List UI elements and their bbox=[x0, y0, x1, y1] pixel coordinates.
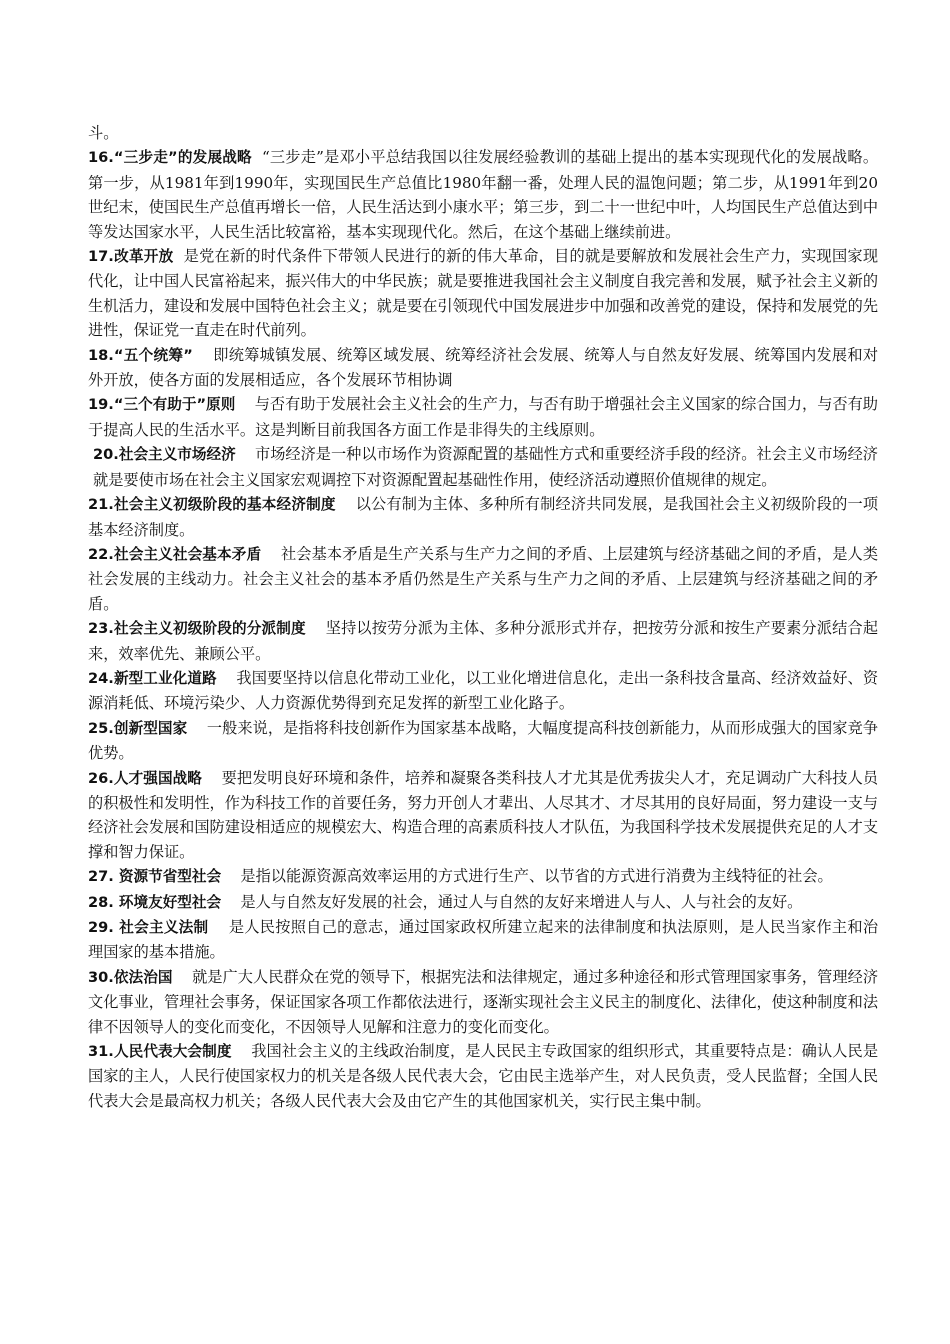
entry-text: 我国社会主义的主线政治制度，是人民民主专政国家的组织形式，其重要特点是：确认人民是国家的主人，人民行使国家权力的机关是各级人民代表大会，它由民主选举产生，对人民负责，受人民监督；全国人民代表大会是最高权力机关；各级人民代表大会及由它产生的其他国家机关，实行民主集中制。 bbox=[88, 1042, 879, 1110]
entry-term: 25.创新型国家 bbox=[88, 719, 188, 737]
entry-23 bbox=[88, 616, 878, 666]
document-page bbox=[88, 121, 878, 1113]
entry-term: 30.依法治国 bbox=[88, 968, 173, 986]
entry-text: 一般来说，是指将科技创新作为国家基本战略，大幅度提高科技创新能力，从而形成强大的国家竞争优势。 bbox=[88, 718, 879, 763]
entry-term: 23.社会主义初级阶段的分派制度 bbox=[88, 620, 306, 638]
entry-text: 坚持以按劳分派为主体、多种分派形式并存，把按劳分派和按生产要素分派结合起来，效率优先、兼顾公平。 bbox=[88, 619, 879, 663]
entry-31 bbox=[88, 1039, 878, 1113]
entry-text: 以公有制为主体、多种所有制经济共同发展，是我国社会主义初级阶段的一项基本经济制度。 bbox=[88, 495, 879, 539]
entry-text: 是指以能源资源高效率运用的方式进行生产、以节省的方式进行消费为主线特征的社会。 bbox=[240, 867, 833, 886]
entry-30 bbox=[88, 965, 878, 1039]
entry-text: 要把发明良好环境和条件，培养和凝聚各类科技人才尤其是优秀拔尖人才，充足调动广大科技人员的积极性和发明性，作为科技工作的首要任务，努力开创人才辈出、人尽其才、才尽其用的良好局面，努力建设一支与经济社会发展和国防建设相适应的规模宏大、构造合理的高素质科技人才队伍，为我国科学技术发展提供充足的人才支撑和智力保证。 bbox=[88, 768, 879, 861]
entry-term: 29. 社会主义法制 bbox=[88, 919, 209, 936]
entry-term: 18.“五个统筹” bbox=[88, 346, 193, 364]
entry-25 bbox=[88, 716, 878, 766]
entry-term: 16.“三步走”的发展战略 bbox=[88, 149, 252, 167]
entry-term: 24.新型工业化道路 bbox=[88, 669, 217, 687]
entry-term: 21.社会主义初级阶段的基本经济制度 bbox=[88, 496, 336, 514]
entry-24 bbox=[88, 666, 878, 716]
entry-term: 19.“三个有助于”原则 bbox=[88, 396, 236, 414]
entry-term: 27. 资源节省型社会 bbox=[88, 868, 222, 886]
entry-text: 是人与自然友好发展的社会，通过人与自然的友好来增进人与人、人与社会的友好。 bbox=[240, 892, 803, 911]
entry-text: “三步走”是邓小平总结我国以往发展经验教训的基础上提出的基本实现现代化的发展战略。第一步，从1981年到1990年，实现国民生产总值比1980年翻一番，处理人民的温饱问题；第二步，从1991年到20世纪末，使国民生产总值再增长一倍，人民生活达到小康水平；第三步，到二十一世纪中叶，人均国民生产总值达到中等发达国家水平，人民生活比较富裕，基本实现现代化。然后，在这个基础上继续前进。 bbox=[88, 148, 879, 241]
entry-text: 市场经济是一种以市场作为资源配置的基础性方式和重要经济手段的经济。社会主义市场经济就是要使市场在社会主义国家宏观调控下对资源配置起基础性作用，使经济活动遵照价值规律的规定。 bbox=[93, 445, 878, 489]
entry-text: 社会基本矛盾是生产关系与生产力之间的矛盾、上层建筑与经济基础之间的矛盾，是人类社会发展的主线动力。社会主义社会的基本矛盾仍然是生产关系与生产力之间的矛盾、上层建筑与经济基础之间的矛盾。 bbox=[88, 544, 879, 613]
entry-text: 是党在新的时代条件下带领人民进行的新的伟大革命，目的就是要解放和发展社会生产力，实现国家现代化，让中国人民富裕起来，振兴伟大的中华民族；就是要推进我国社会主义制度自我完善和发展，赋予社会主义新的生机活力，建设和发展中国特色社会主义；就是要在引领现代中国发展进步中加强和改善党的建设，保持和发展党的先进性，保证党一直走在时代前列。 bbox=[88, 247, 879, 340]
entry-term: 31.人民代表大会制度 bbox=[88, 1043, 232, 1061]
entry-17 bbox=[88, 244, 878, 343]
entry-21 bbox=[88, 492, 878, 542]
entry-term: 28. 环境友好型社会 bbox=[88, 893, 222, 911]
entry-29 bbox=[88, 915, 878, 965]
entry-term: 17.改革开放 bbox=[88, 248, 174, 266]
entry-term: 20.社会主义市场经济 bbox=[93, 446, 236, 464]
entry-18 bbox=[88, 343, 878, 393]
entry-20 bbox=[88, 442, 878, 492]
continued-text: 斗。 bbox=[88, 124, 119, 142]
entry-text: 就是广大人民群众在党的领导下，根据宪法和法律规定，通过多种途径和形式管理国家事务，管理经济文化事业，管理社会事务，保证国家各项工作都依法进行，逐渐实现社会主义民主的制度化、法律化，使这种制度和法律不因领导人的变化而变化，不因领导人见解和注意力的变化而变化。 bbox=[88, 967, 879, 1036]
entry-27 bbox=[88, 864, 878, 889]
entry-28 bbox=[88, 890, 878, 915]
entry-text: 我国要坚持以信息化带动工业化，以工业化增进信息化，走出一条科技含量高、经济效益好、资源消耗低、环境污染少、人力资源优势得到充足发挥的新型工业化路子。 bbox=[88, 668, 879, 713]
entry-26 bbox=[88, 766, 878, 865]
entry-16 bbox=[88, 145, 878, 244]
entry-text: 即统筹城镇发展、统筹区域发展、统筹经济社会发展、统筹人与自然友好发展、统筹国内发展和对外开放，使各方面的发展相适应，各个发展环节相协调 bbox=[88, 345, 879, 390]
entry-term: 26.人才强国战略 bbox=[88, 769, 202, 787]
entry-19 bbox=[88, 392, 878, 442]
entry-term: 22.社会主义社会基本矛盾 bbox=[88, 545, 262, 563]
entry-text: 与否有助于发展社会主义社会的生产力，与否有助于增强社会主义国家的综合国力，与否有助于提高人民的生活水平。这是判断目前我国各方面工作是非得失的主线原则。 bbox=[88, 395, 878, 439]
entry-text: 是人民按照自己的意志，通过国家政权所建立起来的法律制度和执法原则，是人民当家作主和治理国家的基本措施。 bbox=[88, 918, 879, 962]
entry-22 bbox=[88, 542, 878, 616]
